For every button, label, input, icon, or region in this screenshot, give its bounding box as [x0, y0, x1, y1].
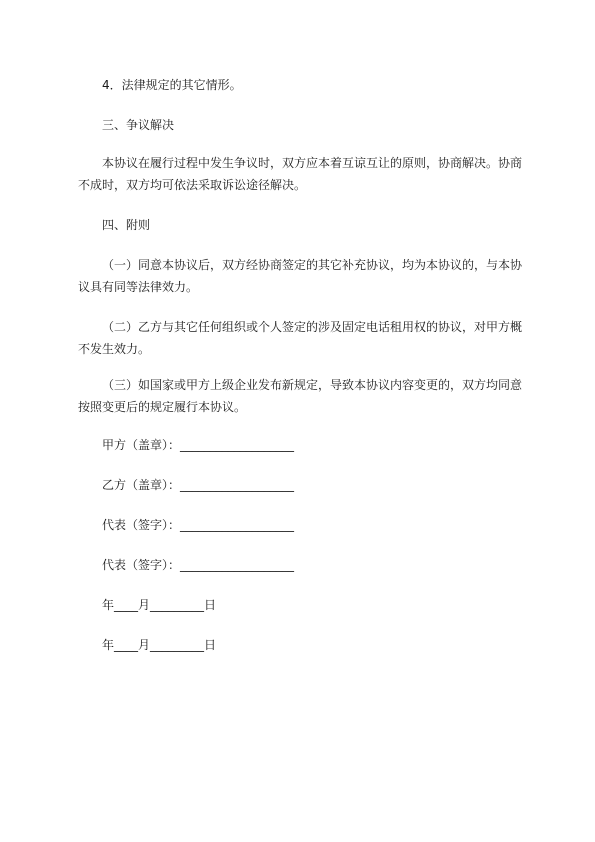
item-4-text: 4．法律规定的其它情形。	[102, 78, 242, 92]
representative-2-signature-line: 代表（签字）：___________________	[102, 558, 295, 572]
clause-3-text: （三）如国家或甲方上级企业发布新规定，导致本协议内容变更的，双方均同意按照变更后的规定履行本协议。	[78, 378, 523, 414]
date-line-2: 年____月_________日	[102, 638, 217, 652]
section-3-body: 本协议在履行过程中发生争议时，双方应本着互谅互让的原则，协商解决。协商不成时，双方均可依法采取诉讼途径解决。	[78, 156, 523, 192]
party-a-signature-line: 甲方（盖章）：___________________	[102, 438, 295, 452]
date-line-1: 年____月_________日	[102, 598, 217, 612]
section-4-heading: 四、附则	[102, 218, 151, 232]
clause-1-text: （一）同意本协议后，双方经协商签定的其它补充协议，均为本协议的，与本协议具有同等法律效力。	[78, 258, 523, 294]
clause-2-text: （二）乙方与其它任何组织或个人签定的涉及固定电话租用权的协议，对甲方概不发生效力。	[78, 320, 523, 356]
section-3-heading: 三、争议解决	[102, 118, 175, 132]
party-b-signature-line: 乙方（盖章）：___________________	[102, 478, 295, 492]
representative-1-signature-line: 代表（签字）：___________________	[102, 518, 295, 532]
